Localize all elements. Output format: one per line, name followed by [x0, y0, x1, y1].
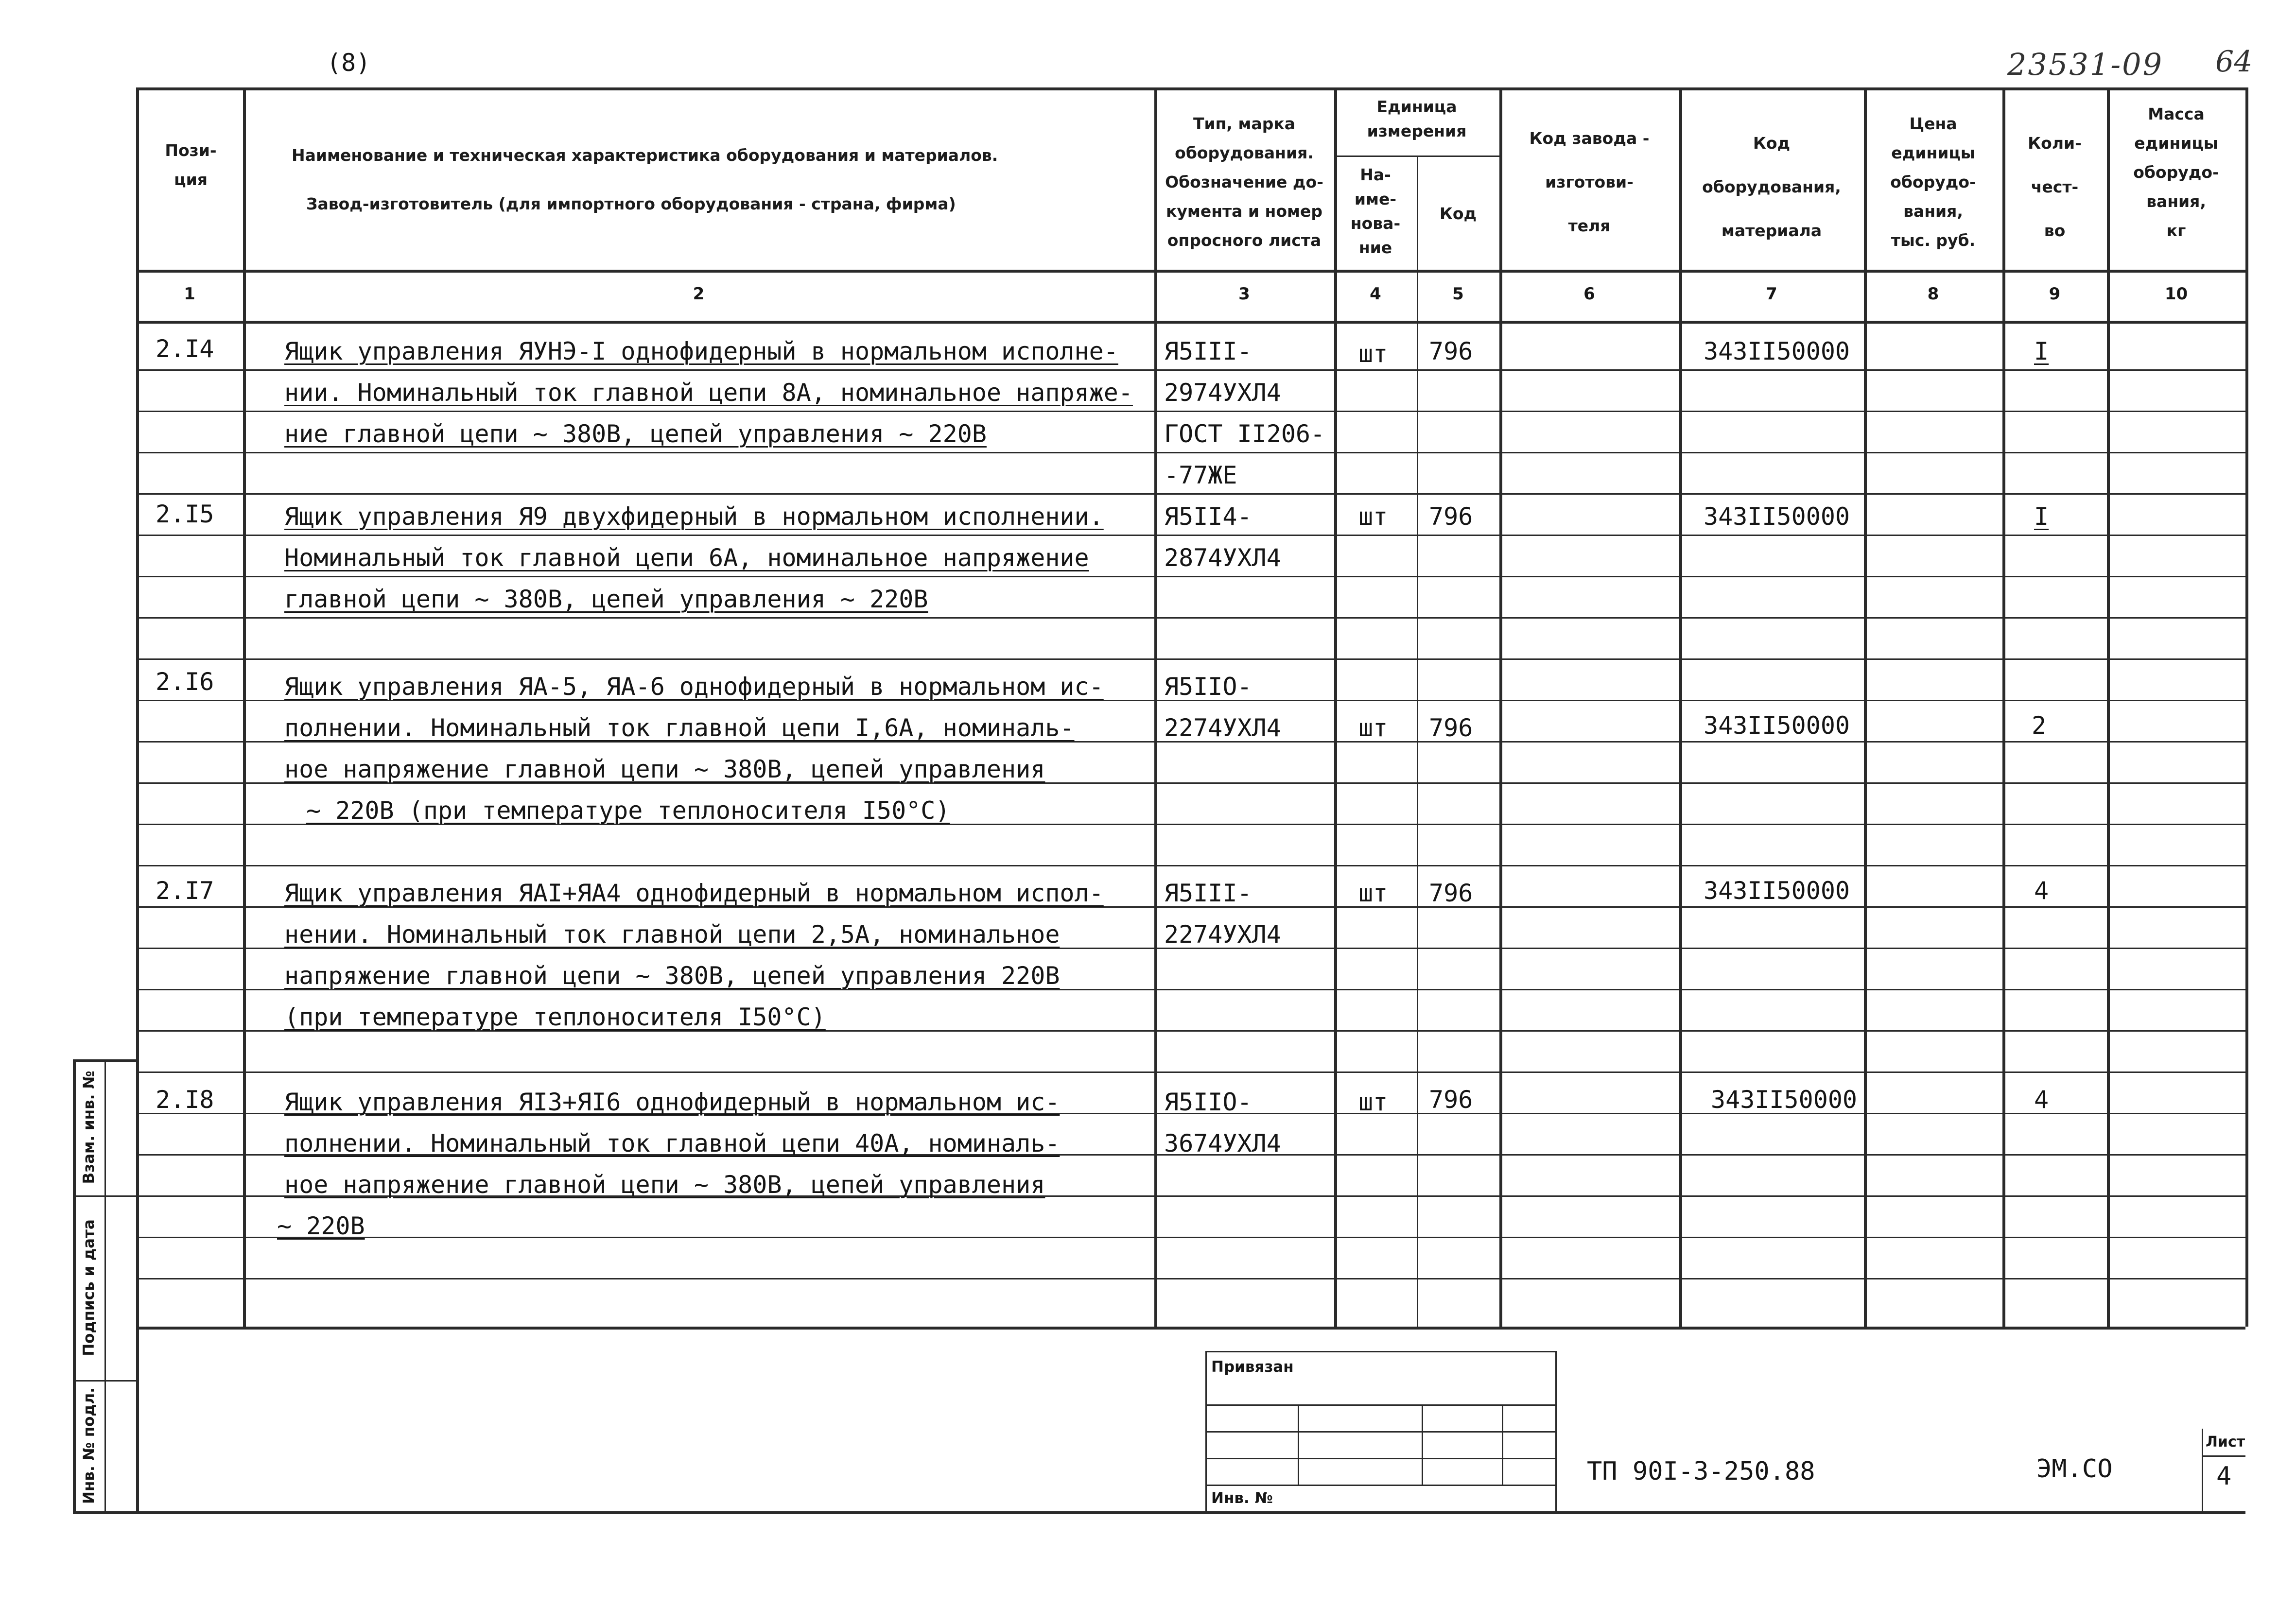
header-mass: Масса единицы оборудо- вания, кг [2133, 104, 2219, 240]
inv-number-label: Инв. № [1211, 1489, 1273, 1507]
item-unit: шт [1358, 879, 1388, 907]
sheet-number: 4 [2216, 1462, 2232, 1491]
item-type-line: Я5III- [1164, 879, 1252, 907]
item-unit: шт [1358, 1088, 1388, 1116]
item-unit-code: 796 [1429, 502, 1473, 531]
doc-number: 23531-09 [2007, 47, 2164, 82]
item-description-line: Ящик управления ЯА-5, ЯА-6 однофидерный в нормальном ис- [284, 673, 1104, 701]
item-description-line: напряжение главной цепи ~ 380В, цепей управления 220В [284, 962, 1060, 990]
header-unit-code: Код [1439, 204, 1477, 223]
item-description-line: Ящик управления ЯI3+ЯI6 однофидерный в нормальном ис- [284, 1088, 1060, 1116]
stamp-inv-original-label: Инв. № подл. [80, 1387, 98, 1504]
item-quantity: 4 [2034, 1086, 2049, 1114]
item-description-line: (при температуре теплоносителя I50°C) [284, 1003, 826, 1031]
item-description-line: Ящик управления ЯАI+ЯА4 однофидерный в нормальном испол- [284, 879, 1104, 907]
sheet-label: Лист [2206, 1434, 2245, 1451]
item-type-line: Я5IIO- [1164, 673, 1252, 701]
item-description-line: Номинальный ток главной цепи 6А, номинальное напряжение [284, 544, 1089, 572]
item-type-line: ГОСТ II206- [1164, 420, 1325, 448]
item-position: 2.I5 [156, 500, 214, 528]
item-type-line: 2874УХЛ4 [1164, 544, 1281, 572]
item-description-line: нении. Номинальный ток главной цепи 2,5А, номинальное [284, 920, 1060, 949]
item-description-line: нии. Номинальный ток главной цепи 8А, номинальное напряже- [284, 379, 1133, 407]
item-type-line: 2974УХЛ4 [1164, 379, 1281, 407]
header-type: Тип, марка оборудования. Обозначение до- кумента и номер опросного листа [1165, 114, 1323, 250]
item-type-line: Я5III- [1164, 337, 1252, 365]
header-price: Цена единицы оборудо- вания, тыс. руб. [1890, 114, 1976, 250]
stamp-inv-replacement-label: Взам. инв. № [80, 1071, 98, 1184]
column-number: 4 [1370, 284, 1381, 304]
item-description-line: Ящик управления Я9 двухфидерный в нормальном исполнении. [284, 502, 1104, 531]
header-equipment-code: Код оборудования, материала [1702, 134, 1841, 240]
item-code: 343II50000 [1704, 502, 1850, 531]
section-code: ЭМ.СО [2036, 1454, 2113, 1484]
item-position: 2.I8 [156, 1086, 214, 1114]
item-description-line: Ящик управления ЯУНЭ-I однофидерный в нормальном исполне- [284, 337, 1118, 365]
item-type-line: Я5IIO- [1164, 1088, 1252, 1116]
item-description-line: главной цепи ~ 380В, цепей управления ~ 220В [284, 585, 928, 613]
header-quantity: Коли- чест- во [2028, 134, 2082, 240]
item-description-line: ное напряжение главной цепи ~ 380В, цепей управления [284, 1171, 1045, 1199]
item-position: 2.I6 [156, 668, 214, 696]
page-marker: (8) [327, 49, 371, 77]
column-number: 5 [1452, 284, 1464, 304]
header-unit: Единица измерения [1367, 97, 1467, 140]
column-number: 8 [1927, 284, 1939, 304]
column-number: 3 [1238, 284, 1250, 304]
column-number: 10 [2164, 284, 2188, 304]
item-unit-code: 796 [1429, 1086, 1473, 1114]
item-description-line: полнении. Номинальный ток главной цепи 40А, номиналь- [284, 1129, 1060, 1158]
column-number: 1 [184, 284, 195, 304]
item-unit-code: 796 [1429, 337, 1473, 365]
item-type-line: 2274УХЛ4 [1164, 714, 1281, 742]
item-code: 343II50000 [1704, 877, 1850, 905]
item-quantity: 4 [2034, 877, 2049, 905]
item-description-line: ное напряжение главной цепи ~ 380В, цепей управления [284, 755, 1045, 783]
column-number: 2 [693, 284, 705, 304]
bound-label: Привязан [1211, 1358, 1294, 1376]
item-quantity: 2 [2032, 711, 2047, 740]
item-unit: шт [1358, 714, 1388, 742]
item-type-line: -77ЖЕ [1164, 461, 1237, 489]
header-position: Пози- ция [165, 141, 217, 189]
item-type-line: 3674УХЛ4 [1164, 1129, 1281, 1158]
page-number: 64 [2215, 45, 2253, 79]
item-type-line: Я5II4- [1164, 502, 1252, 531]
stamp-signature-date-label: Подпись и дата [80, 1219, 98, 1356]
column-number: 7 [1766, 284, 1777, 304]
item-quantity: I [2034, 337, 2049, 365]
item-code: 343II50000 [1711, 1086, 1858, 1114]
item-description-line: ~ 220В (при температуре теплоносителя I50°C) [306, 796, 950, 825]
item-description-line: полнении. Номинальный ток главной цепи I,6А, номиналь- [284, 714, 1075, 742]
header-name: Наименование и техническая характеристика оборудования и материалов. Завод-изготовитель (для импортного оборудования - страна, фирма) [292, 146, 998, 213]
item-quantity: I [2034, 502, 2049, 531]
item-description-line: ние главной цепи ~ 380В, цепей управления ~ 220В [284, 420, 987, 448]
document-code: ТП 90I-3-250.88 [1587, 1457, 1815, 1486]
header-unit-name: На- име- нова- ние [1350, 165, 1401, 257]
item-unit: шт [1358, 340, 1388, 368]
item-code: 343II50000 [1704, 711, 1850, 740]
item-code: 343II50000 [1704, 337, 1850, 365]
item-unit-code: 796 [1429, 879, 1473, 907]
item-position: 2.I7 [156, 877, 214, 905]
column-number: 9 [2049, 284, 2061, 304]
column-number: 6 [1583, 284, 1595, 304]
item-position: 2.I4 [156, 335, 214, 363]
item-unit-code: 796 [1429, 714, 1473, 742]
item-unit: шт [1358, 502, 1388, 531]
item-description-line: ~ 220В [277, 1212, 365, 1240]
item-type-line: 2274УХЛ4 [1164, 920, 1281, 949]
header-factory-code: Код завода - изготови- теля [1529, 129, 1650, 235]
